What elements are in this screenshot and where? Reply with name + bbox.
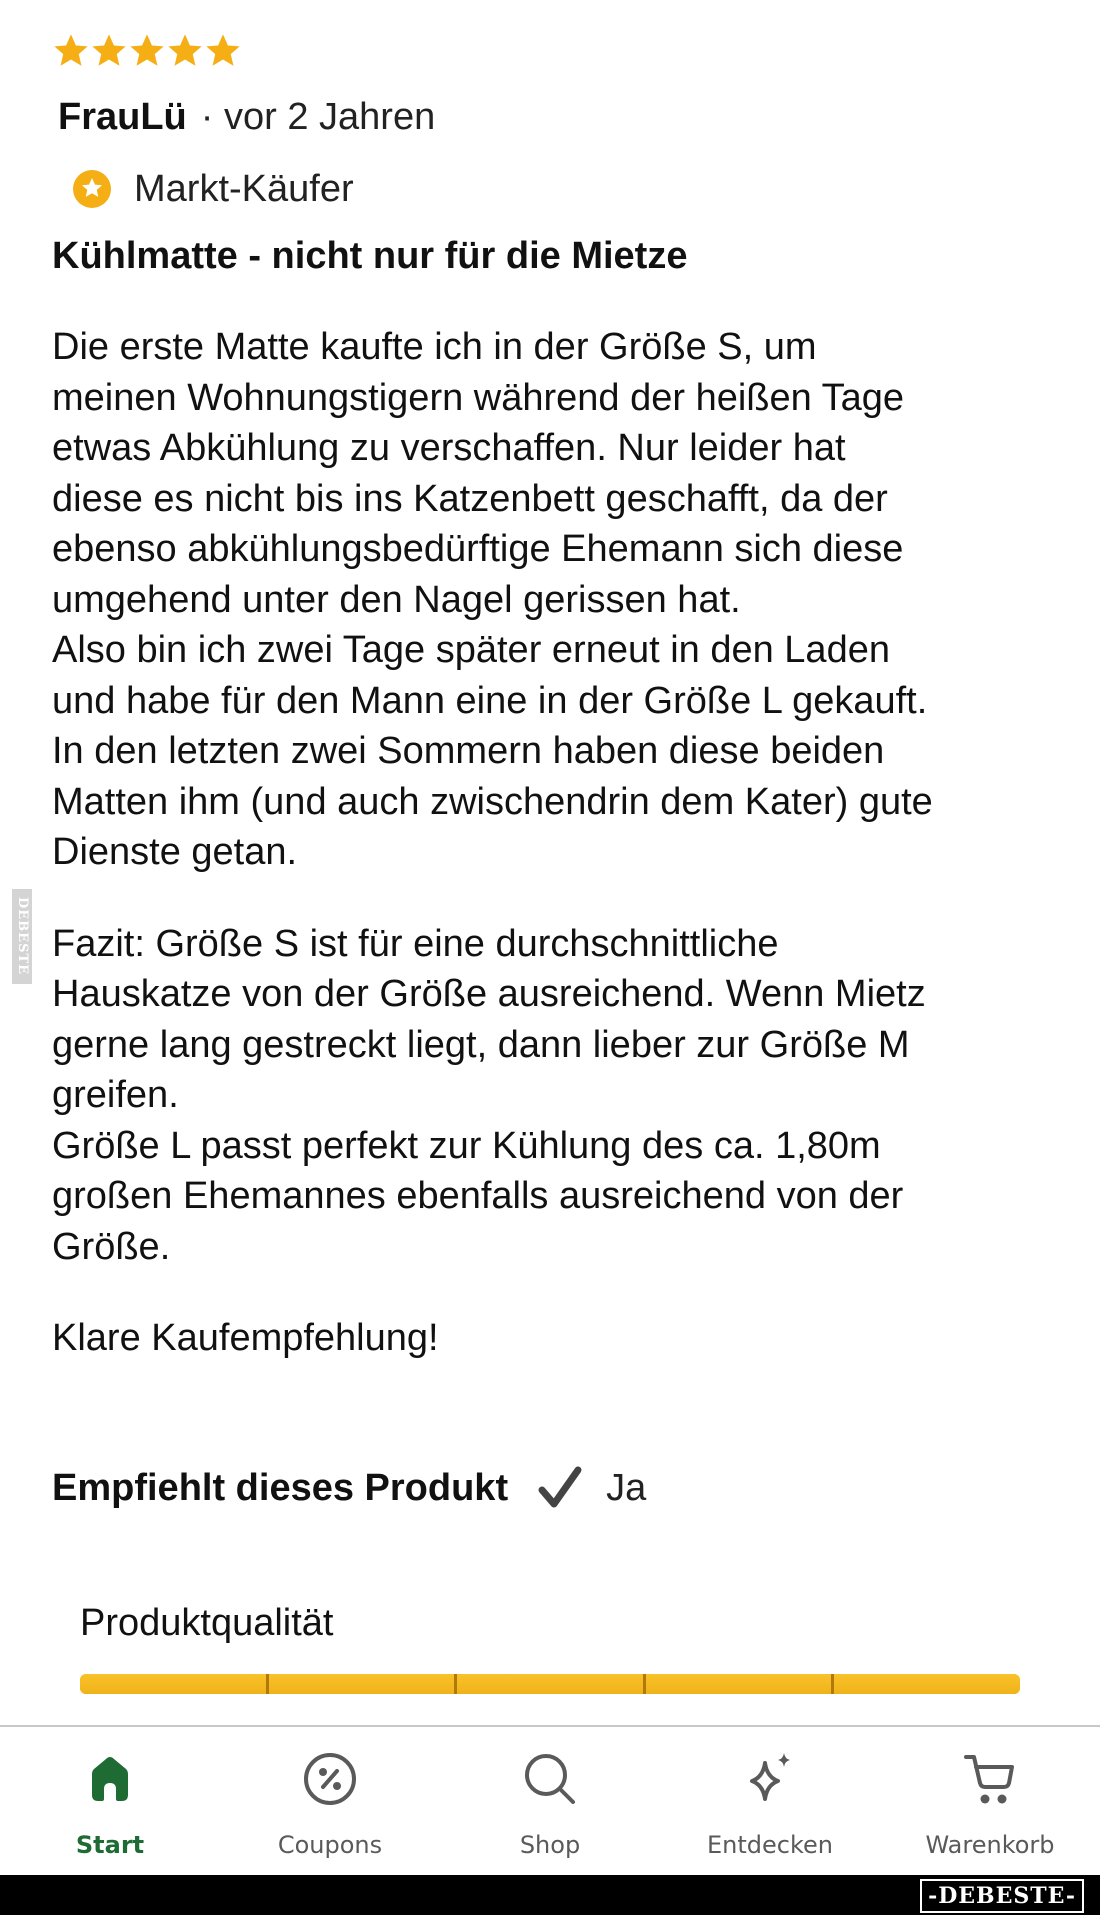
- nav-item-warenkorb[interactable]: [880, 1727, 1100, 1875]
- review-text-line: etwas Abkühlung zu verschaffen. Nur leider hat: [52, 427, 846, 469]
- quality-segment: [457, 1674, 646, 1694]
- nav-label: Shop: [519, 1831, 581, 1859]
- nav-item-entdecken[interactable]: [660, 1727, 880, 1875]
- home-icon: [80, 1749, 140, 1809]
- review-title: Kühlmatte - nicht nur für die Mietze: [52, 235, 688, 277]
- review-body: [52, 322, 1072, 1364]
- quality-label: Produktqualität: [80, 1602, 334, 1644]
- review-meta: [58, 94, 435, 140]
- review-text-line: greifen.: [52, 1074, 179, 1116]
- review-text-line: gerne lang gestreckt liegt, dann lieber zur Größe M: [52, 1023, 910, 1066]
- badge-label: Markt-Käufer: [134, 168, 354, 210]
- star-rating: [52, 32, 242, 70]
- sparkle-icon: [740, 1749, 800, 1809]
- review-text-line: Matten ihm (und auch zwischendrin dem Kater) gute: [52, 780, 933, 823]
- review-text-line: Größe L passt perfekt zur Kühlung des ca. 1,80m: [52, 1124, 881, 1167]
- buyer-badge: [72, 166, 354, 212]
- quality-segment: [80, 1674, 269, 1694]
- quality-segment: [834, 1674, 1020, 1694]
- review-text-line: Hauskatze von der Größe ausreichend. Wenn Mietz: [52, 973, 926, 1015]
- review-text-line: diese es nicht bis ins Katzenbett geschafft, da der: [52, 477, 888, 520]
- review-text-line: umgehend unter den Nagel gerissen hat.: [52, 578, 741, 621]
- author-name: FrauLü: [58, 96, 187, 138]
- nav-item-start[interactable]: [0, 1727, 220, 1875]
- quality-rating-bar: [80, 1674, 1020, 1694]
- cart-icon: [960, 1749, 1020, 1809]
- star-icon: [52, 32, 90, 70]
- review-text-line: großen Ehemannes ebenfalls ausreichend von der: [52, 1175, 904, 1217]
- recommend-label: Empfiehlt dieses Produkt: [52, 1466, 509, 1509]
- review-text-line: meinen Wohnungstigern während der heißen Tage: [52, 376, 905, 419]
- quality-segment: [269, 1674, 458, 1694]
- star-icon: [166, 32, 204, 70]
- paragraph-gap: [52, 1272, 1072, 1313]
- bottom-nav: [0, 1727, 1100, 1875]
- paragraph-gap: [52, 878, 1072, 919]
- meta-separator: ·: [200, 96, 214, 138]
- star-icon: [128, 32, 166, 70]
- nav-item-coupons[interactable]: [220, 1727, 440, 1875]
- nav-label: Coupons: [277, 1831, 383, 1859]
- recommend-value: Ja: [606, 1466, 647, 1509]
- review-text-line: Dienste getan.: [52, 831, 298, 873]
- review-text-line: und habe für den Mann eine in der Größe L gekauft.: [52, 679, 928, 722]
- percent-coupon-icon: [300, 1749, 360, 1809]
- star-badge-icon: [72, 169, 112, 209]
- review-text-line: Also bin ich zwei Tage später erneut in den Laden: [52, 629, 890, 671]
- search-icon: [520, 1749, 580, 1809]
- bottom-watermark: -DEBESTE-: [920, 1879, 1084, 1913]
- checkmark-icon: [534, 1462, 586, 1514]
- nav-label: Entdecken: [707, 1831, 833, 1859]
- star-icon: [204, 32, 242, 70]
- footer-bar: [0, 1875, 1100, 1915]
- review-text-line: Fazit: Größe S ist für eine durchschnittliche: [52, 922, 779, 965]
- review-text-line: In den letzten zwei Sommern haben diese beiden: [52, 730, 885, 772]
- quality-segment: [646, 1674, 835, 1694]
- star-icon: [90, 32, 128, 70]
- side-watermark: DEBESTE: [12, 889, 32, 984]
- nav-item-shop[interactable]: [440, 1727, 660, 1875]
- review-text-line: Größe.: [52, 1225, 171, 1268]
- review-text-line: ebenso abkühlungsbedürftige Ehemann sich diese: [52, 528, 904, 570]
- recommendation-row: [52, 1462, 646, 1514]
- nav-label: Warenkorb: [925, 1831, 1055, 1859]
- nav-label: Start: [75, 1831, 145, 1859]
- review-text-line: Die erste Matte kaufte ich in der Größe S, um: [52, 326, 817, 368]
- review-text-line: Klare Kaufempfehlung!: [52, 1317, 439, 1359]
- review-time: vor 2 Jahren: [224, 96, 436, 138]
